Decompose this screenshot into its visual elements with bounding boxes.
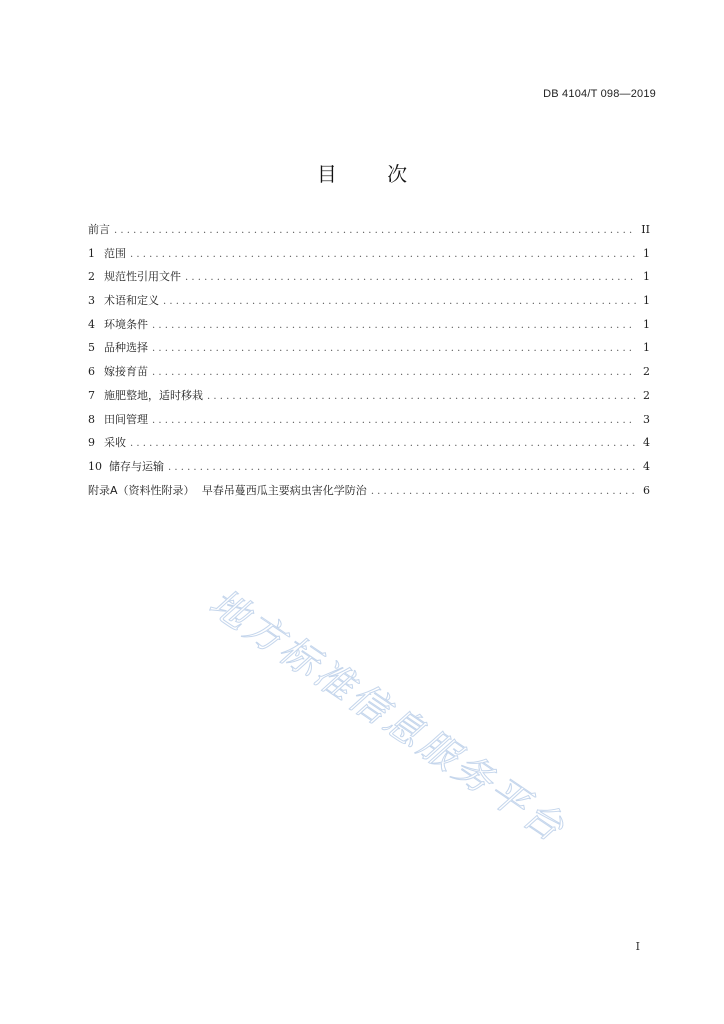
toc-entry-label: 嫁接育苗 (104, 365, 148, 379)
document-code: DB 4104/T 098—2019 (543, 88, 656, 100)
toc-entry-page: 1 (643, 294, 650, 308)
toc-entry-number: 10 (88, 459, 102, 473)
toc-entry-label: 范围 (104, 246, 126, 260)
page-title: 目 次 (316, 162, 430, 186)
toc-dot-leader (371, 480, 636, 504)
toc-entry-number: 8 (88, 412, 95, 426)
toc-entry-page: 1 (643, 317, 650, 331)
toc-entry-page: 4 (643, 436, 650, 450)
toc-entry-storage-transport[interactable] (88, 455, 650, 479)
toc-entry-subtitle: 早春吊蔓西瓜主要病虫害化学防治 (201, 483, 367, 497)
toc-entry-label: 施肥整地，适时移栽 (104, 388, 203, 402)
toc-entry-harvest[interactable] (88, 431, 650, 455)
toc-entry-page: 1 (643, 246, 650, 260)
toc-entry-number: 3 (88, 294, 95, 308)
toc-entry-label: 采收 (104, 436, 126, 450)
toc-entry-page: 1 (643, 341, 650, 355)
toc-entry-number: 7 (88, 388, 95, 402)
toc-dot-leader (152, 361, 636, 385)
toc-entry-number: 1 (88, 246, 95, 260)
toc-entry-number: 4 (88, 317, 95, 331)
toc-entry-label: 附录A（资料性附录） (88, 483, 195, 497)
toc-dot-leader (152, 409, 636, 433)
toc-entry-label: 前言 (88, 223, 110, 236)
toc-entry-number: 5 (88, 341, 95, 355)
toc-dot-leader (130, 243, 636, 267)
toc-entry-page: 3 (643, 412, 650, 426)
toc-entry-number: 9 (88, 436, 95, 450)
toc-dot-leader (163, 290, 636, 314)
toc-entry-label: 品种选择 (104, 341, 148, 355)
toc-entry-fertilizing-transplanting[interactable] (88, 384, 650, 408)
toc-dot-leader (152, 314, 636, 338)
toc-entry-number: 2 (88, 270, 95, 284)
toc-entry-environment[interactable] (88, 313, 650, 337)
toc-entry-page: 6 (643, 483, 650, 497)
toc-entry-variety-selection[interactable] (88, 336, 650, 360)
watermark: 地方标准信息服务平台 (201, 580, 575, 852)
toc-dot-leader (168, 456, 636, 480)
page-number: I (635, 940, 640, 953)
toc-entry-page: 2 (643, 365, 650, 379)
toc-entry-normative-references[interactable] (88, 265, 650, 289)
toc-entry-field-management[interactable] (88, 408, 650, 432)
toc-entry-scope[interactable] (88, 242, 650, 266)
toc-entry-page: II (641, 223, 650, 236)
toc-dot-leader (185, 266, 636, 290)
toc-entry-page: 1 (643, 270, 650, 284)
toc-entry-number: 6 (88, 365, 95, 379)
toc-entry-foreword[interactable] (88, 218, 650, 242)
toc-dot-leader (114, 219, 636, 243)
toc-dot-leader (130, 432, 636, 456)
toc-entry-label: 术语和定义 (104, 294, 159, 308)
toc-dot-leader (152, 337, 636, 361)
toc-entry-label: 田间管理 (104, 412, 148, 426)
table-of-contents (88, 218, 650, 502)
toc-entry-label: 储存与运输 (109, 459, 164, 473)
toc-entry-label: 环境条件 (104, 317, 148, 331)
toc-entry-page: 4 (643, 459, 650, 473)
toc-entry-terms-definitions[interactable] (88, 289, 650, 313)
toc-entry-label: 规范性引用文件 (104, 270, 181, 284)
toc-entry-appendix-a[interactable] (88, 479, 650, 503)
toc-entry-page: 2 (643, 388, 650, 402)
toc-entry-grafting[interactable] (88, 360, 650, 384)
toc-dot-leader (207, 385, 636, 409)
